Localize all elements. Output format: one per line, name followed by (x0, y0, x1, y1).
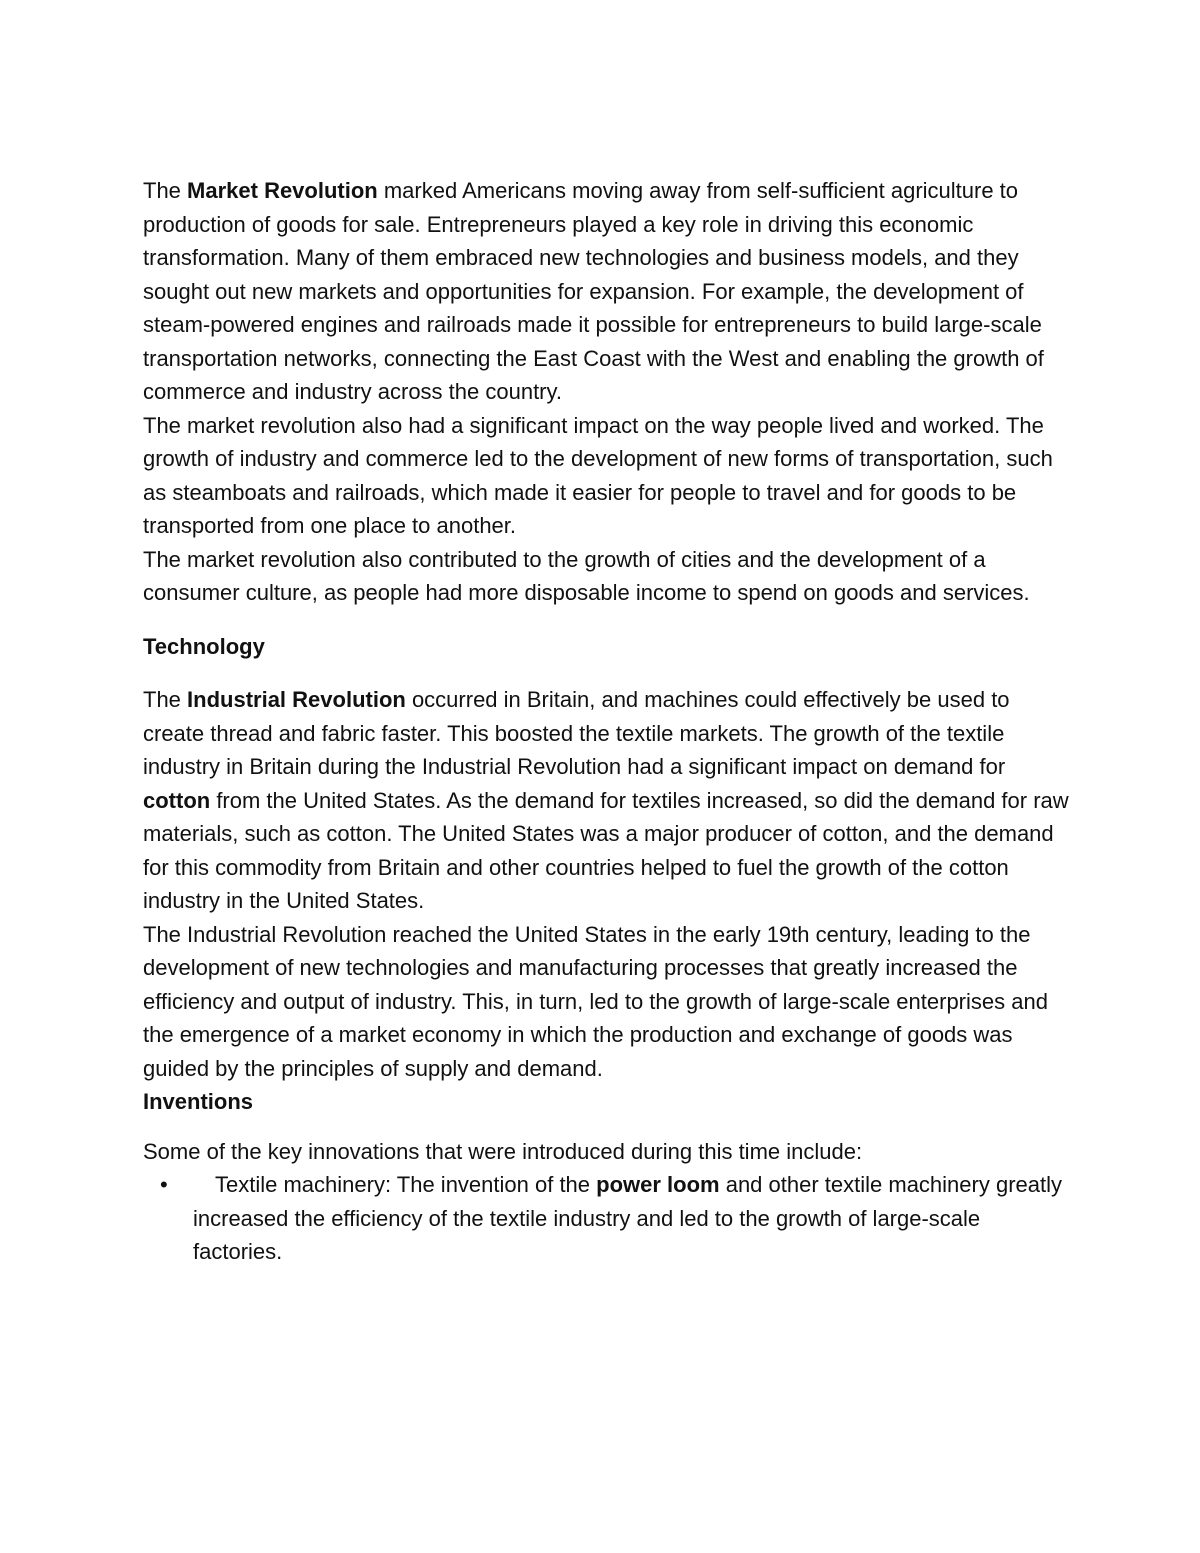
bold-term-industrial-revolution: Industrial Revolution (187, 687, 406, 712)
bold-term-cotton: cotton (143, 787, 211, 813)
industrial-revolution-paragraph (143, 683, 1073, 918)
inventions-list (143, 1168, 1073, 1269)
market-impact-paragraph: The market revolution also had a significant impact on the way people lived and worked. The growth of industry and commerce led to the development of new forms of transportation, such as steamboats and railroads, which made it easier for people to travel and for goods to be transported from one place to another. (143, 412, 1053, 538)
bold-term-power-loom: power loom (596, 1172, 720, 1197)
bold-term-market-revolution: Market Revolution (187, 178, 378, 203)
text-run: and other textile machinery greatly increased the efficiency of the textile industry and led to the growth of large-scale factories. (193, 1172, 1062, 1264)
technology-heading: Technology (143, 633, 265, 659)
industrial-us-paragraph: The Industrial Revolution reached the United States in the early 19th century, leading to the development of new technologies and manufacturing processes that greatly increased the efficiency and output of industry. This, in turn, led to the growth of large-scale enterprises and the emergence of a market economy in which the production and exchange of goods was guided by the principles of supply and demand. (143, 921, 1048, 1081)
market-revolution-paragraph (143, 174, 1073, 409)
document-page (143, 174, 1073, 1269)
text-run: occurred in Britain, and machines could effectively be used to create thread and fabric faster. This boosted the textile markets. The growth of the textile industry in Britain during the Industrial Revolution had a significant impact on demand for (143, 687, 1010, 779)
bullet-icon: • (160, 1172, 168, 1197)
inventions-heading: Inventions (143, 1089, 254, 1114)
inventions-intro: Some of the key innovations that were introduced during this time include: (143, 1138, 863, 1164)
text-run: The (143, 178, 188, 203)
consumer-culture-paragraph: The market revolution also contributed to the growth of cities and the development of a consumer culture, as people had more disposable income to spend on goods and services. (143, 546, 1030, 605)
text-run: The (143, 687, 188, 712)
list-item (143, 1168, 1073, 1269)
text-run: from the United States. As the demand for textiles increased, so did the demand for raw materials, such as cotton. The United States was a major producer of cotton, and the demand for this commodity from Britain and other countries helped to fuel the growth of the cotton industry in the United States. (143, 787, 1069, 913)
text-run: marked Americans moving away from self-sufficient agriculture to production of goods for sale. Entrepreneurs played a key role in driving this economic transformation. Many of them embraced new technologies and business models, and they sought out new markets and opportunities for expansion. For example, the development of steam-powered engines and railroads made it possible for entrepreneurs to build large-scale transportation networks, connecting the East Coast with the West and enabling the growth of commerce and industry across the country. (143, 178, 1044, 404)
text-run: Textile machinery: The invention of the (215, 1172, 597, 1197)
